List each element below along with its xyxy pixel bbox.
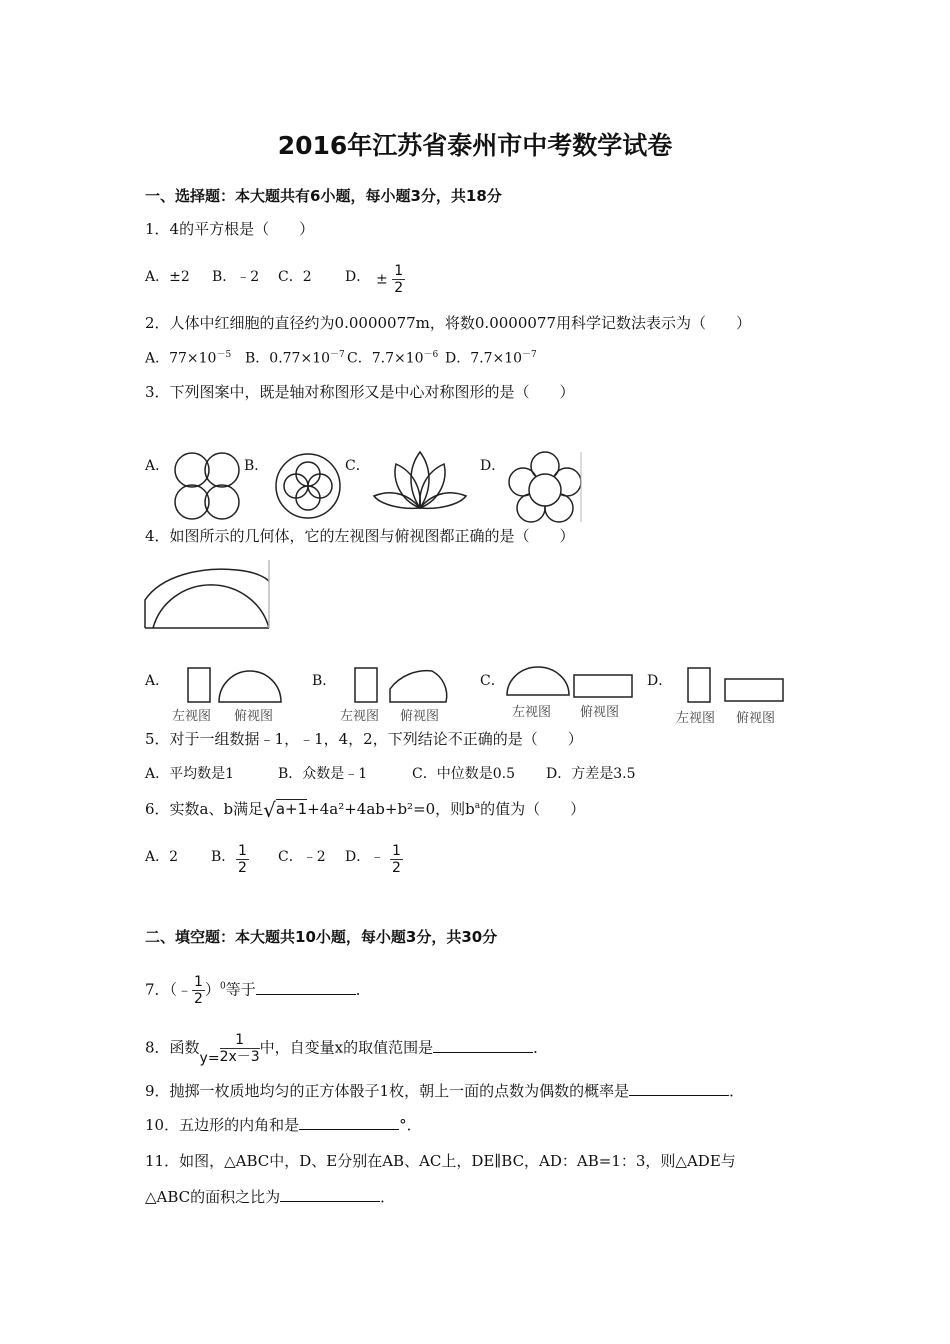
question-4-stem: 4．如图所示的几何体，它的左视图与俯视图都正确的是（ ） — [145, 527, 575, 545]
q4-option-b: B． — [312, 673, 337, 689]
q3-figure-b — [268, 450, 348, 524]
question-2-stem: 2．人体中红细胞的直径约为0.0000077m，将数0.0000077用科学记数法表示为（ ） — [145, 314, 752, 332]
q1-option-d — [345, 266, 370, 286]
q4-d-top-view-label: 俯视图 — [736, 711, 776, 726]
question-3-stem: 3．下列图案中，既是轴对称图形又是中心对称图形的是（ ） — [145, 383, 575, 401]
q8-answer-blank[interactable] — [433, 1038, 533, 1053]
q1-option-c: C．2 — [278, 269, 312, 285]
q6-option-a: A．2 — [145, 849, 179, 865]
q3-option-d: D． — [480, 458, 506, 474]
q4-d-left-view-label: 左视图 — [676, 711, 716, 726]
q2-option-b: B．$0.77\times 10^{-7}$ — [245, 350, 345, 367]
q5-option-c: C．中位数是0.5 — [412, 766, 515, 782]
q9-answer-blank[interactable] — [629, 1081, 729, 1096]
q6-option-c: C．﹣2 — [278, 849, 326, 865]
q7-answer-blank[interactable] — [256, 980, 356, 995]
q4-solid-figure — [143, 558, 273, 632]
question-11-line-1: 11．如图，△ABC中，D、E分别在AB、AC上，DE∥BC，AD：AB=1：3，则△ADE与 — [145, 1152, 736, 1170]
q5-option-b: B．众数是﹣1 — [278, 766, 368, 782]
q4-b-top-view-label: 俯视图 — [400, 709, 440, 724]
q1-option-b: B．﹣2 — [212, 269, 260, 285]
q4-a-views — [185, 665, 287, 705]
q4-c-left-view-label: 左视图 — [512, 705, 552, 720]
question-6-stem: 6．实数a、b满足√a+1+4a²+4ab+b²=0，则$b^a$的值为（ ） — [145, 798, 586, 822]
q4-b-views — [352, 665, 454, 705]
radical-sign: √ — [263, 798, 276, 822]
q10-answer-blank[interactable] — [299, 1115, 399, 1130]
q6-option-b-fraction: $\frac{1}{2}$ — [238, 843, 247, 876]
page-title: 2016年江苏省泰州市中考数学试卷 — [277, 131, 673, 160]
question-7: 7．（﹣ $\frac{1}{2}$ ）$^0$等于 ． — [145, 974, 371, 1007]
q2-option-a: A．$77\times 10^{-5}$ — [145, 350, 232, 367]
question-9: 9．抛掷一枚质地均匀的正方体骰子1枚，朝上一面的点数为偶数的概率是 ． — [145, 1082, 745, 1100]
q2-option-c: C．$7.7\times 10^{-6}$ — [347, 350, 439, 367]
section-heading-1: 一、选择题：本大题共有6小题，每小题3分，共18分 — [145, 187, 502, 205]
q3-option-c: C． — [345, 458, 370, 474]
question-8: 8．函数y= $\frac{1}{2x-3}$ 中，自变量x的取值范围是 ． — [145, 1032, 549, 1067]
q2-option-d: D．$7.7\times 10^{-7}$ — [445, 350, 537, 367]
q1-d-numerator: 1 — [394, 263, 404, 279]
q1-option-a: A．±2 — [145, 269, 190, 285]
q4-option-d: D． — [647, 673, 673, 689]
q3-figure-c — [370, 450, 470, 512]
q6-option-b: B． — [211, 849, 236, 865]
q4-a-top-view-label: 俯视图 — [234, 709, 274, 724]
q6-option-d-fraction: $\frac{1}{2}$ — [392, 843, 401, 876]
q6-radicand: a+1 — [275, 800, 308, 818]
q11-answer-blank[interactable] — [280, 1187, 380, 1202]
question-5-stem: 5．对于一组数据﹣1，﹣1，4，2，下列结论不正确的是（ ） — [145, 730, 583, 748]
q4-d-views — [685, 665, 789, 707]
q5-option-d: D．方差是3.5 — [546, 766, 636, 782]
q3-option-b: B． — [244, 458, 269, 474]
q4-option-a: A． — [145, 673, 170, 689]
q4-c-top-view-label: 俯视图 — [580, 705, 620, 720]
q4-c-views — [504, 665, 636, 701]
question-10: 10．五边形的内角和是 °． — [145, 1116, 422, 1134]
q3-figure-a — [168, 450, 248, 524]
q4-b-left-view-label: 左视图 — [340, 709, 380, 724]
q3-option-a: A． — [145, 458, 170, 474]
q6-option-d: D．﹣ — [345, 849, 385, 865]
section-heading-2: 二、填空题：本大题共10小题，每小题3分，共30分 — [145, 928, 498, 946]
question-11-line-2: △ABC的面积之比为 ． — [145, 1188, 396, 1206]
q3-figure-d — [505, 450, 585, 524]
q5-option-a: A．平均数是1 — [145, 766, 235, 782]
q1-d-denominator: 2 — [394, 280, 404, 296]
plus-minus-sign: ± — [376, 271, 388, 288]
q4-option-c: C． — [480, 673, 505, 689]
q1-option-d-math — [376, 263, 405, 296]
question-1-stem: 1．4的平方根是（ ） — [145, 220, 315, 238]
q1-option-d-label: D． — [345, 269, 371, 285]
q4-a-left-view-label: 左视图 — [172, 709, 212, 724]
